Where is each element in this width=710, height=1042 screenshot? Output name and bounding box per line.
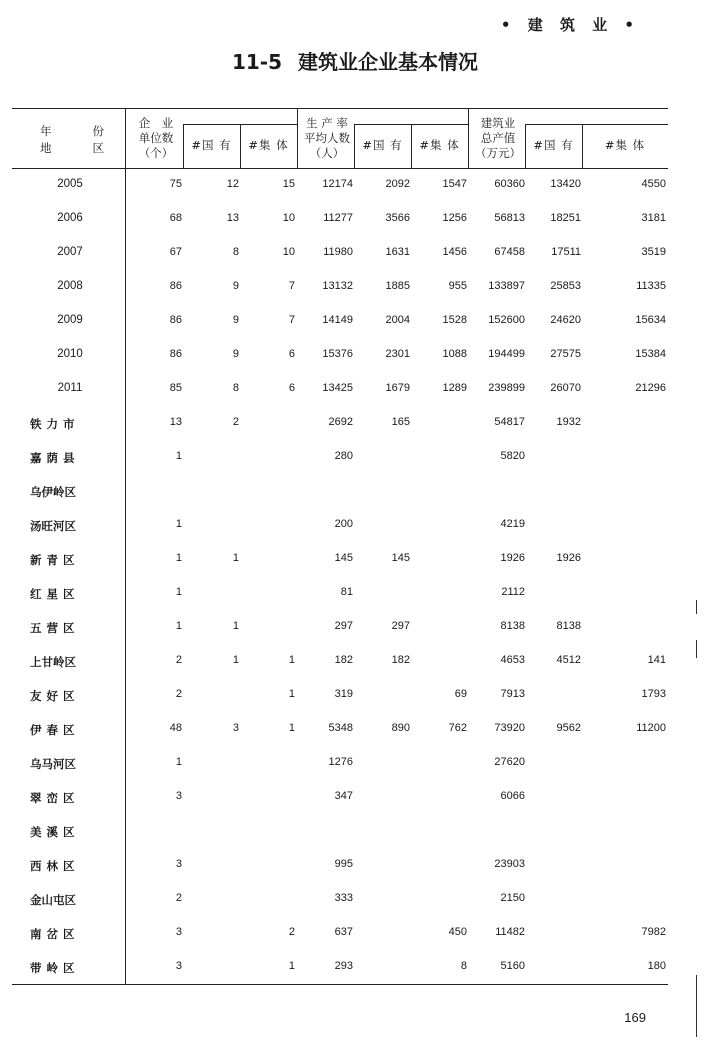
- table-row: [12, 508, 668, 542]
- table-cell: 13425: [322, 382, 353, 394]
- table-cell: 2692: [328, 416, 353, 428]
- group1-divider: [297, 108, 298, 168]
- table-cell: 5160: [500, 960, 525, 972]
- table-cell: 145: [391, 552, 410, 564]
- table-number: 11-5: [231, 50, 283, 74]
- table-cell: 3: [175, 926, 182, 938]
- margin-mark: [696, 600, 697, 614]
- table-cell: 8: [232, 382, 239, 394]
- table-row: [12, 372, 668, 406]
- table-cell: 3181: [641, 212, 666, 224]
- table-cell: 27575: [550, 348, 581, 360]
- table-cell: 18251: [550, 212, 581, 224]
- table-cell: 9: [232, 314, 239, 326]
- table-cell: 152600: [488, 314, 525, 326]
- table-cell: 165: [391, 416, 410, 428]
- table-cell: 1: [232, 552, 239, 564]
- group1-header-line2: 单位数: [138, 131, 174, 145]
- row-region-label: 西林区: [30, 859, 80, 873]
- table-cell: 73920: [494, 722, 525, 734]
- table-cell: 7: [288, 314, 295, 326]
- table-cell: 2: [232, 416, 239, 428]
- row-region-label: 五营区: [30, 621, 80, 635]
- table-top-rule: [12, 108, 668, 109]
- group2-sub-header-state: #国 有: [362, 138, 403, 152]
- table-row: [12, 270, 668, 304]
- margin-mark: [696, 640, 697, 658]
- table-row: [12, 610, 668, 644]
- table-cell: 15634: [635, 314, 666, 326]
- row-region-label: 新青区: [30, 553, 80, 567]
- table-row: [12, 780, 668, 814]
- group1-spanner-rule: [183, 124, 297, 125]
- table-cell: 2004: [385, 314, 410, 326]
- row-year-label: 2010: [57, 348, 83, 360]
- table-cell: 17511: [551, 246, 581, 258]
- row-region-label: 嘉荫县: [30, 451, 80, 465]
- table-cell: 11277: [323, 212, 353, 224]
- table-cell: 2: [175, 892, 182, 904]
- table-cell: 9: [232, 280, 239, 292]
- table-cell: 14149: [322, 314, 353, 326]
- table-cell: 23903: [494, 858, 525, 870]
- table-row: [12, 474, 668, 508]
- group2-header-line3: （人）: [309, 146, 345, 160]
- table-cell: 1793: [641, 688, 666, 700]
- table-cell: 85: [169, 382, 182, 394]
- table-cell: 1: [175, 586, 182, 598]
- table-row: [12, 644, 668, 678]
- table-cell: 69: [454, 688, 467, 700]
- group1-sub-header-collective: #集 体: [248, 138, 289, 152]
- table-cell: 81: [340, 586, 353, 598]
- table-cell: 182: [391, 654, 410, 666]
- table-cell: 24620: [550, 314, 581, 326]
- group3-header-line3: （万元）: [475, 146, 521, 160]
- table-cell: 4219: [500, 518, 525, 530]
- table-cell: 1: [232, 620, 239, 632]
- group2-divider: [468, 108, 469, 168]
- table-cell: 1: [288, 960, 295, 972]
- table-row: [12, 712, 668, 746]
- page-title: [0, 46, 710, 75]
- table-cell: 8138: [556, 620, 581, 632]
- row-region-label: 翠峦区: [30, 791, 80, 805]
- table-cell: 1631: [385, 246, 410, 258]
- table-cell: 145: [334, 552, 353, 564]
- table-cell: 8: [232, 246, 239, 258]
- table-cell: 333: [334, 892, 353, 904]
- table-cell: 60360: [494, 178, 525, 190]
- table-cell: 1885: [385, 280, 410, 292]
- table-cell: 48: [169, 722, 182, 734]
- table-cell: 86: [169, 314, 182, 326]
- table-cell: 4512: [556, 654, 581, 666]
- table-cell: 955: [448, 280, 467, 292]
- table-row: [12, 236, 668, 270]
- table-row: [12, 814, 668, 848]
- table-cell: 6: [288, 382, 295, 394]
- table-cell: 1679: [385, 382, 410, 394]
- row-region-label: 汤旺河区: [30, 519, 76, 533]
- table-row: [12, 440, 668, 474]
- row-region-label: 美溪区: [30, 825, 80, 839]
- row-year-label: 2011: [57, 382, 83, 394]
- table-row: [12, 950, 668, 984]
- table-cell: 25853: [550, 280, 581, 292]
- row-year-label: 2009: [57, 314, 83, 326]
- table-cell: 3: [232, 722, 239, 734]
- group2-header-line2: 平均人数: [304, 131, 350, 145]
- row-region-label: 南岔区: [30, 927, 80, 941]
- table-cell: 15376: [322, 348, 353, 360]
- row-year-label: 2006: [57, 212, 83, 224]
- table-cell: 86: [169, 280, 182, 292]
- table-cell: 12: [226, 178, 239, 190]
- table-cell: 67: [169, 246, 182, 258]
- table-row: [12, 406, 668, 440]
- table-cell: 26070: [550, 382, 581, 394]
- group3-spanner-rule: [525, 124, 668, 125]
- table-cell: 1926: [500, 552, 525, 564]
- group2-header-line1: 生 产 率: [306, 116, 348, 130]
- table-row: [12, 168, 668, 202]
- table-cell: 7913: [500, 688, 525, 700]
- table-cell: 10: [282, 246, 295, 258]
- table-cell: 3566: [385, 212, 410, 224]
- table-cell: 1: [175, 450, 182, 462]
- table-cell: 68: [169, 212, 182, 224]
- table-cell: 200: [334, 518, 353, 530]
- table-cell: 27620: [494, 756, 525, 768]
- group2-sub-header-collective: #集 体: [419, 138, 460, 152]
- table-cell: 21296: [635, 382, 666, 394]
- group3-header-line1: 建筑业: [480, 116, 516, 130]
- table-cell: 5820: [500, 450, 525, 462]
- table-row: [12, 916, 668, 950]
- table-cell: 280: [334, 450, 353, 462]
- group1-header-line3: （个）: [138, 146, 174, 160]
- table-row: [12, 678, 668, 712]
- row-region-label: 上甘岭区: [30, 655, 76, 669]
- stub-header-year: 年 份: [40, 124, 110, 138]
- table-cell: 762: [448, 722, 467, 734]
- table-cell: 3519: [641, 246, 666, 258]
- table-cell: 3: [175, 790, 182, 802]
- table-cell: 133897: [488, 280, 525, 292]
- table-cell: 890: [391, 722, 410, 734]
- table-cell: 7: [288, 280, 295, 292]
- table-cell: 10: [282, 212, 295, 224]
- table-cell: 86: [169, 348, 182, 360]
- table-cell: 2092: [385, 178, 410, 190]
- table-cell: 239899: [488, 382, 525, 394]
- table-cell: 15384: [635, 348, 666, 360]
- table-cell: 297: [334, 620, 353, 632]
- table-cell: 13132: [322, 280, 353, 292]
- table-cell: 1: [175, 518, 182, 530]
- table-cell: 6: [288, 348, 295, 360]
- table-title: 建筑业企业基本情况: [298, 50, 479, 74]
- table-cell: 1: [288, 654, 295, 666]
- table-row: [12, 848, 668, 882]
- table-cell: 9: [232, 348, 239, 360]
- row-region-label: 红星区: [30, 587, 80, 601]
- table-cell: 1276: [328, 756, 353, 768]
- table-cell: 182: [334, 654, 353, 666]
- table-cell: 319: [334, 688, 353, 700]
- table-cell: 12174: [322, 178, 353, 190]
- table-cell: 1: [232, 654, 239, 666]
- table-cell: 1: [175, 756, 182, 768]
- group3-header-line2: 总产值: [480, 131, 516, 145]
- table-cell: 1289: [442, 382, 467, 394]
- group3-sub-header-collective: #集 体: [604, 138, 646, 152]
- table-row: [12, 202, 668, 236]
- row-region-label: 乌马河区: [30, 757, 76, 771]
- table-cell: 1932: [556, 416, 581, 428]
- table-row: [12, 882, 668, 916]
- row-year-label: 2008: [57, 280, 83, 292]
- table-cell: 9562: [556, 722, 581, 734]
- group2-spanner-rule: [354, 124, 468, 125]
- table-cell: 75: [169, 178, 182, 190]
- group3-sub-header-state: #国 有: [533, 138, 574, 152]
- table-cell: 13: [226, 212, 239, 224]
- table-cell: 1528: [442, 314, 467, 326]
- group1-header-line1: 企 业: [138, 116, 174, 130]
- row-region-label: 金山屯区: [30, 893, 76, 907]
- table-cell: 8: [460, 960, 467, 972]
- table-cell: 11335: [636, 280, 666, 292]
- table-cell: 8138: [500, 620, 525, 632]
- table-row: [12, 746, 668, 780]
- table-cell: 1088: [442, 348, 467, 360]
- table-cell: 4653: [500, 654, 525, 666]
- table-cell: 450: [448, 926, 467, 938]
- table-cell: 1256: [442, 212, 467, 224]
- table-cell: 2: [175, 654, 182, 666]
- table-cell: 13: [169, 416, 182, 428]
- table-cell: 4550: [641, 178, 666, 190]
- table-cell: 11482: [495, 926, 525, 938]
- table-row: [12, 576, 668, 610]
- table-cell: 2150: [500, 892, 525, 904]
- table-cell: 7982: [641, 926, 666, 938]
- row-year-label: 2005: [57, 178, 83, 190]
- table-row: [12, 338, 668, 372]
- table-cell: 1: [175, 620, 182, 632]
- table-cell: 1: [175, 552, 182, 564]
- table-cell: 194499: [488, 348, 525, 360]
- table-cell: 2301: [385, 348, 410, 360]
- table-cell: 347: [334, 790, 353, 802]
- table-cell: 180: [647, 960, 666, 972]
- row-year-label: 2007: [57, 246, 83, 258]
- table-cell: 6066: [500, 790, 525, 802]
- table-cell: 67458: [494, 246, 525, 258]
- table-cell: 15: [282, 178, 295, 190]
- row-region-label: 乌伊岭区: [30, 485, 76, 499]
- table-cell: 11980: [323, 246, 353, 258]
- table-cell: 995: [334, 858, 353, 870]
- margin-mark: [696, 975, 697, 1037]
- table-cell: 56813: [494, 212, 525, 224]
- row-region-label: 伊春区: [30, 723, 80, 737]
- section-label: • 建 筑 业 •: [500, 16, 640, 34]
- table-cell: 2112: [501, 586, 525, 598]
- table-cell: 1547: [442, 178, 467, 190]
- row-region-label: 带岭区: [30, 961, 80, 975]
- page-number: 169: [624, 1010, 646, 1025]
- table-cell: 1926: [556, 552, 581, 564]
- table-cell: 293: [334, 960, 353, 972]
- table-cell: 5348: [328, 722, 353, 734]
- table-row: [12, 542, 668, 576]
- table-cell: 54817: [494, 416, 525, 428]
- stub-header-region: 地 区: [40, 141, 110, 155]
- table-cell: 13420: [550, 178, 581, 190]
- table-bottom-rule: [12, 984, 668, 985]
- table-cell: 3: [175, 858, 182, 870]
- table-cell: 1: [288, 722, 295, 734]
- table-row: [12, 304, 668, 338]
- row-region-label: 友好区: [30, 689, 80, 703]
- table-cell: 2: [175, 688, 182, 700]
- table-cell: 1456: [442, 246, 467, 258]
- table-cell: 3: [175, 960, 182, 972]
- table-cell: 141: [647, 654, 666, 666]
- group1-sub-header-state: #国 有: [191, 138, 232, 152]
- table-cell: 2: [288, 926, 295, 938]
- table-cell: 297: [391, 620, 410, 632]
- row-region-label: 铁力市: [30, 417, 80, 431]
- table-cell: 11200: [636, 722, 666, 734]
- table-cell: 637: [334, 926, 353, 938]
- table-cell: 1: [288, 688, 295, 700]
